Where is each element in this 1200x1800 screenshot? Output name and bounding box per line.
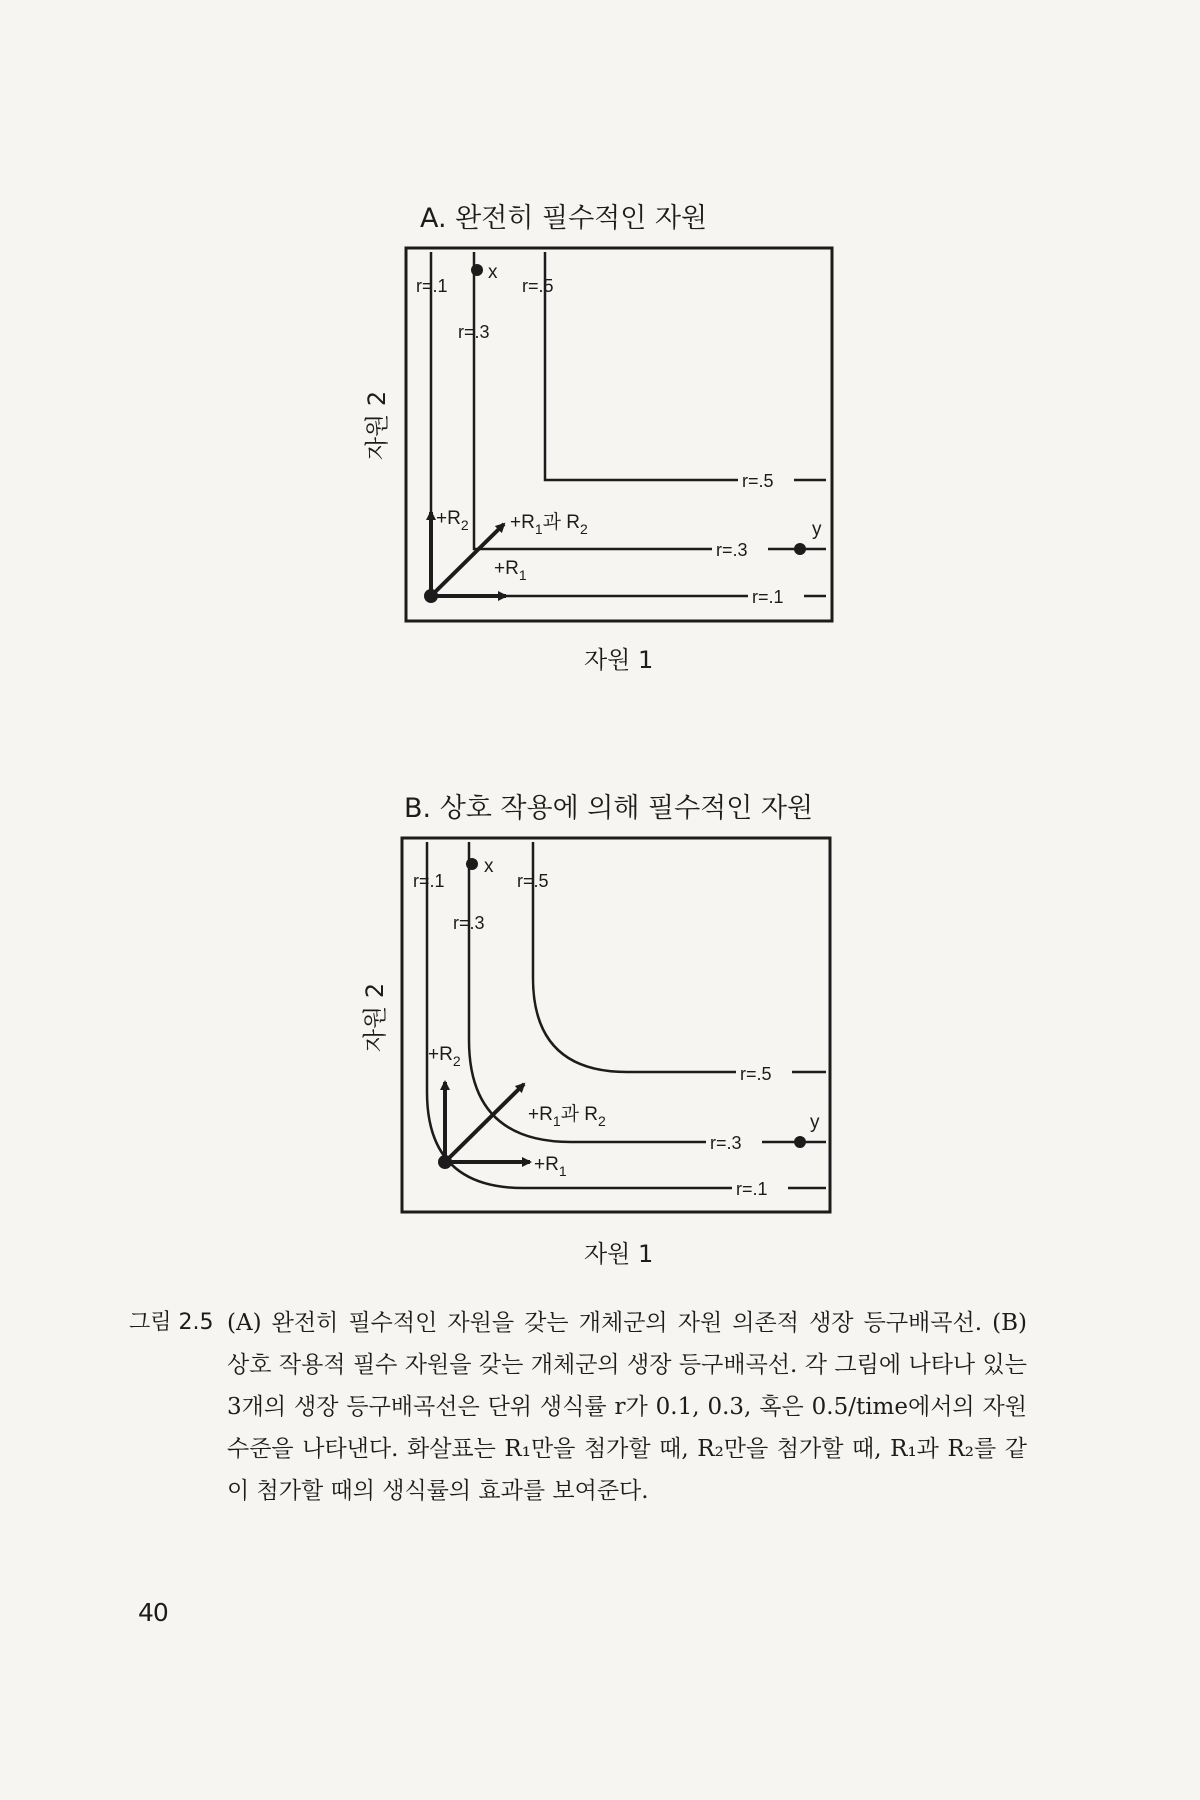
panel-a-iso-label-r03-right: r=.3 [716, 540, 748, 560]
panel-b-point-y-label: y [810, 1112, 820, 1133]
panel-b-iso-label-r01-right: r=.1 [736, 1179, 768, 1199]
panel-b-point-x [466, 858, 478, 870]
figure-label: 그림 2.5 [129, 1310, 214, 1335]
panel-b-iso-label-r03-right: r=.3 [710, 1133, 742, 1153]
panel-b-arrow-r1-r2-label: $+R_1$과 $R_2$ [528, 1104, 606, 1129]
panel-a-arrow-r2-label: $+R_2$ [436, 508, 469, 533]
panel-a-isocline-r03 [474, 252, 826, 549]
panel-b-diagram [395, 830, 840, 1220]
panel-b-iso-label-r05-top: r=.5 [517, 871, 549, 891]
panel-a-title: A. 완전히 필수적인 자원 [420, 203, 708, 234]
panel-b-title: B. 상호 작용에 의해 필수적인 자원 [404, 793, 814, 824]
panel-a-iso-label-r05-right: r=.5 [742, 471, 774, 491]
panel-b-arrow-r1-label: $+R_1$ [534, 1154, 567, 1179]
panel-a-x-axis-label: 자원 1 [584, 646, 654, 674]
panel-a-diagram [400, 240, 840, 630]
panel-a-isocline-r05 [545, 252, 826, 480]
panel-a-iso-label-r05-top: r=.5 [522, 276, 554, 296]
panel-b-x-axis-label: 자원 1 [584, 1240, 654, 1268]
panel-a-iso-label-r01-right: r=.1 [752, 587, 784, 607]
panel-b-frame [402, 838, 830, 1212]
panel-b-isocline-r05 [533, 842, 826, 1072]
panel-a-arrow-r1-label: $+R_1$ [494, 558, 527, 583]
panel-a-arrow-r1-r2-label: $+R_1$과 $R_2$ [510, 512, 588, 537]
panel-b-iso-label-r05-right: r=.5 [740, 1064, 772, 1084]
panel-a-y-axis-label: 자원 2 [363, 390, 392, 461]
panel-b-y-axis-label: 자원 2 [361, 982, 390, 1053]
panel-b-point-y [794, 1136, 806, 1148]
panel-a-frame [406, 248, 832, 621]
panel-b-arrow-r1-r2 [445, 1084, 524, 1162]
panel-b-arrow-r2-label: $+R_2$ [428, 1044, 461, 1069]
figure-caption-text: (A) 완전히 필수적인 자원을 갖는 개체군의 자원 의존적 생장 등구배곡선. (B) 상호 작용적 필수 자원을 갖는 개체군의 생장 등구배곡선. 각 그림에 나타나 있는 3개의 생장 등구배곡선은 단위 생식률 r가 0.1, 0.3, 혹은 0.5/time에서의 자원 수준을 나타낸다. 화살표는 R₁만을 첨가할 때, R₂만을 첨가할 때, R₁과 R₂를 같이 첨가할 때의 생식률의 효과를 보여준다. [227, 1310, 1027, 1504]
page-number: 40 [138, 1598, 168, 1627]
panel-a-iso-label-r01-top: r=.1 [416, 276, 448, 296]
panel-b-iso-label-r03-top: r=.3 [453, 913, 485, 933]
panel-a-point-y-label: y [812, 519, 822, 540]
panel-a-point-x [471, 264, 483, 276]
panel-b-iso-label-r01-top: r=.1 [413, 871, 445, 891]
panel-a-point-y [794, 543, 806, 555]
panel-a-point-x-label: x [488, 262, 498, 283]
panel-a-iso-label-r03-top: r=.3 [458, 322, 490, 342]
panel-b-point-x-label: x [484, 856, 494, 877]
panel-b-isocline-r01 [427, 842, 826, 1188]
